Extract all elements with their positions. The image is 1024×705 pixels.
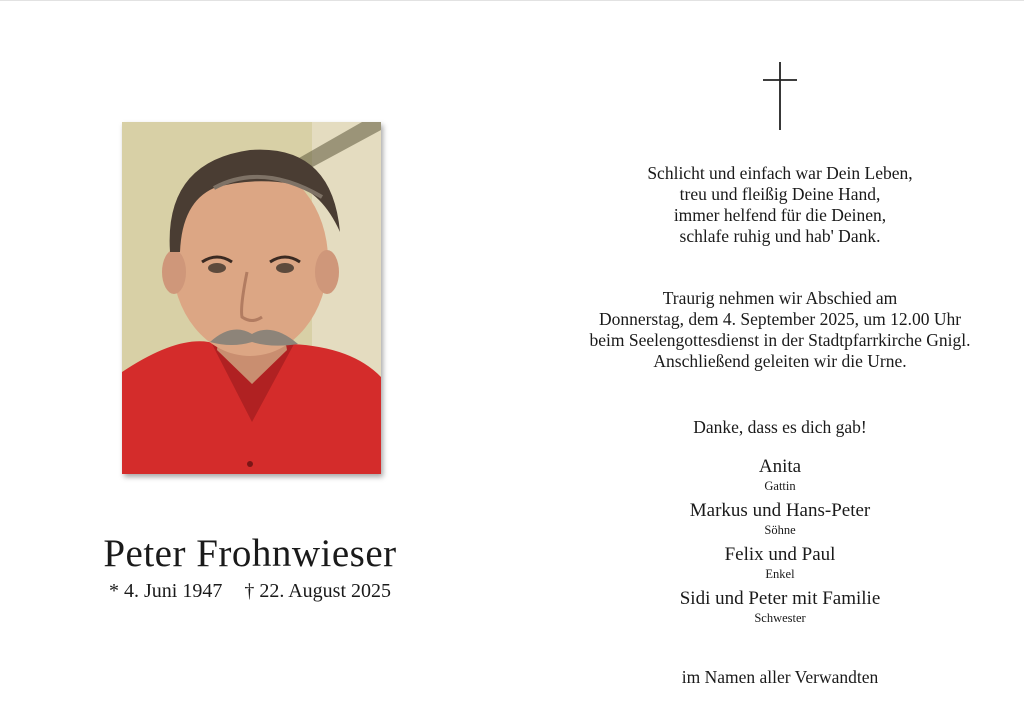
mourner-name: Markus und Hans-Peter xyxy=(689,500,871,521)
mourner-entry xyxy=(540,543,1020,581)
top-divider xyxy=(0,0,1024,1)
mourner-relation: Gattin xyxy=(764,479,796,493)
mourner-entry xyxy=(540,587,1020,625)
mourner-name: Sidi und Peter mit Familie xyxy=(679,588,881,609)
mourner-relation: Söhne xyxy=(764,523,796,537)
mourner-name: Felix und Paul xyxy=(724,544,836,565)
mourner-relation: Enkel xyxy=(765,567,795,581)
funeral-announcement xyxy=(540,288,1020,372)
mourners-list xyxy=(540,455,1020,631)
life-dates xyxy=(60,578,440,604)
mourner-entry xyxy=(540,455,1020,493)
thanks-line: Danke, dass es dich gab! xyxy=(693,417,867,437)
announcement-line: Anschließend geleiten wir die Urne. xyxy=(653,351,907,371)
announcement-line: Donnerstag, dem 4. September 2025, um 12.00 Uhr xyxy=(598,309,962,329)
verse-line: Schlicht und einfach war Dein Leben, xyxy=(647,163,913,183)
verse-line: schlafe ruhig und hab' Dank. xyxy=(679,226,881,246)
announcement-line: beim Seelengottesdienst in der Stadtpfarrkirche Gnigl. xyxy=(589,330,971,350)
cross-icon xyxy=(762,62,798,130)
verse-line: immer helfend für die Deinen, xyxy=(673,205,887,225)
portrait-photo xyxy=(122,122,381,474)
memorial-verse xyxy=(540,163,1020,247)
announcement-line: Traurig nehmen wir Abschied am xyxy=(662,288,898,308)
portrait-illustration xyxy=(122,122,381,474)
mourner-entry xyxy=(540,499,1020,537)
death-date: † 22. August 2025 xyxy=(244,580,392,602)
birth-date: * 4. Juni 1947 xyxy=(108,580,223,602)
mourner-name: Anita xyxy=(758,456,802,477)
closing-line: im Namen aller Verwandten xyxy=(681,667,879,687)
verse-line: treu und fleißig Deine Hand, xyxy=(679,184,881,204)
mourner-relation: Schwester xyxy=(754,611,806,625)
deceased-name: Peter Frohnwieser xyxy=(103,532,397,575)
